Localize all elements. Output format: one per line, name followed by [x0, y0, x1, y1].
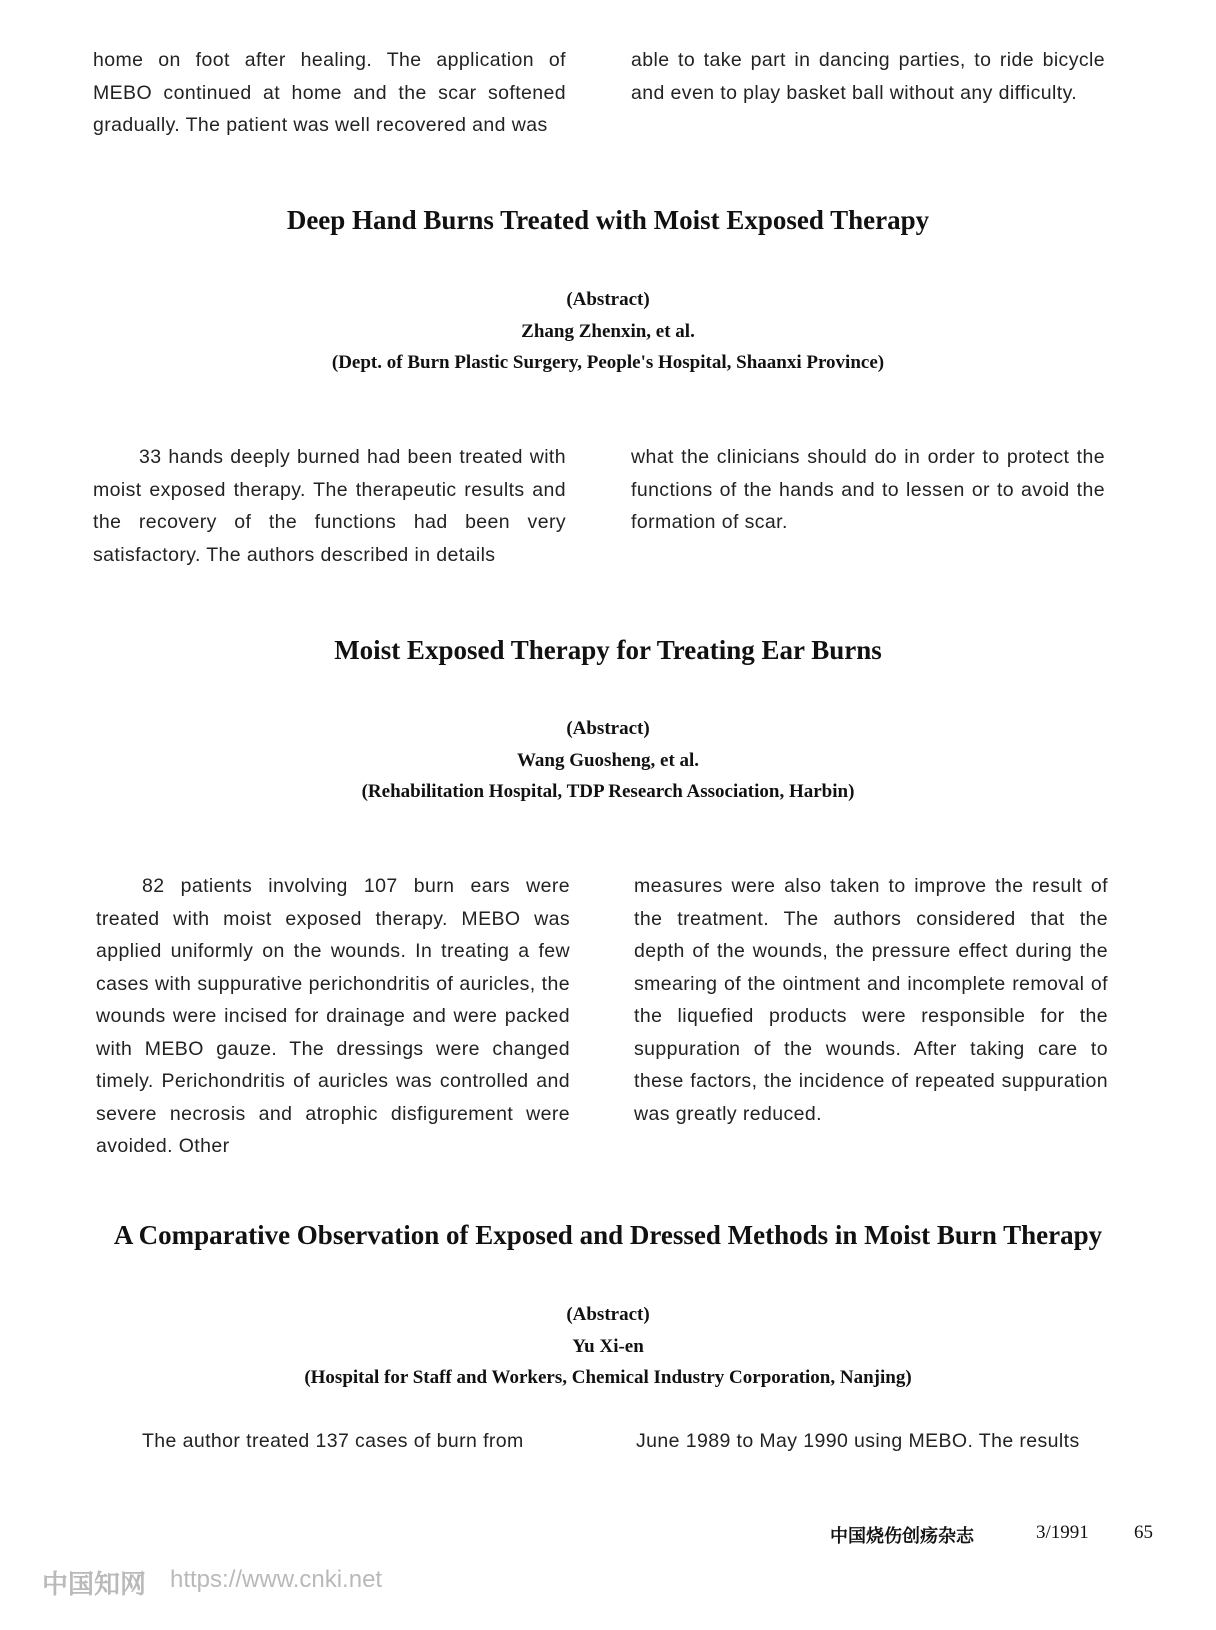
article-body-right: June 1989 to May 1990 using MEBO. The results [636, 1430, 1080, 1452]
article-affiliation: (Hospital for Staff and Workers, Chemical Industry Corporation, Nanjing) [304, 1367, 912, 1388]
article-body-left: The author treated 137 cases of burn from [142, 1430, 524, 1452]
abstract-label: (Abstract) [566, 1304, 650, 1325]
article-title: A Comparative Observation of Exposed and Dressed Methods in Moist Burn Therapy [113, 1220, 1103, 1250]
page-number: 65 [1134, 1522, 1153, 1543]
abstract-label: (Abstract) [566, 289, 650, 310]
article-body-left: 82 patients involving 107 burn ears were treated with moist exposed therapy. MEBO was applied uniformly on the wounds. In treating a few cases with suppurative perichondritis of auricles, the wounds were incised for drainage and were packed with MEBO gauze. The dressings were changed timely. Perichondritis of auricles was controlled and severe necrosis and atrophic disfigurement were avoided. Other [96, 875, 570, 1157]
article-title: Moist Exposed Therapy for Treating Ear Burns [334, 635, 882, 665]
continuation-left-column: home on foot after healing. The application of MEBO continued at home and the scar softened gradually. The patient was well recovered and was [93, 49, 566, 136]
article-body-left: 33 hands deeply burned had been treated with moist exposed therapy. The therapeutic results and the recovery of the functions had been very satisfactory. The authors described in details [93, 446, 566, 566]
continuation-right-column: able to take part in dancing parties, to ride bicycle and even to play basket ball without any difficulty. [631, 49, 1105, 104]
abstract-label: (Abstract) [566, 718, 650, 739]
article-body-right: measures were also taken to improve the result of the treatment. The authors considered that the depth of the wounds, the pressure effect during the smearing of the ointment and incomplete removal of the liquefied products were responsible for the suppuration of the wounds. After taking care to these factors, the incidence of repeated suppuration was greatly reduced. [634, 875, 1108, 1125]
watermark-url[interactable]: https://www.cnki.net [170, 1566, 383, 1593]
article-author: Wang Guosheng, et al. [516, 750, 700, 771]
article-author: Yu Xi-en [572, 1336, 644, 1357]
journal-name: 中国烧伤创疡杂志 [830, 1526, 974, 1546]
issue-number: 3/1991 [1036, 1522, 1089, 1543]
article-affiliation: (Dept. of Burn Plastic Surgery, People's Hospital, Shaanxi Province) [331, 352, 885, 373]
article-author: Zhang Zhenxin, et al. [521, 321, 695, 342]
watermark-logo: 中国知网 [42, 1570, 147, 1600]
article-affiliation: (Rehabilitation Hospital, TDP Research Association, Harbin) [361, 781, 855, 802]
article-body-right: what the clinicians should do in order to protect the functions of the hands and to lessen or to avoid the formation of scar. [631, 446, 1105, 533]
article-title: Deep Hand Burns Treated with Moist Exposed Therapy [286, 205, 930, 235]
